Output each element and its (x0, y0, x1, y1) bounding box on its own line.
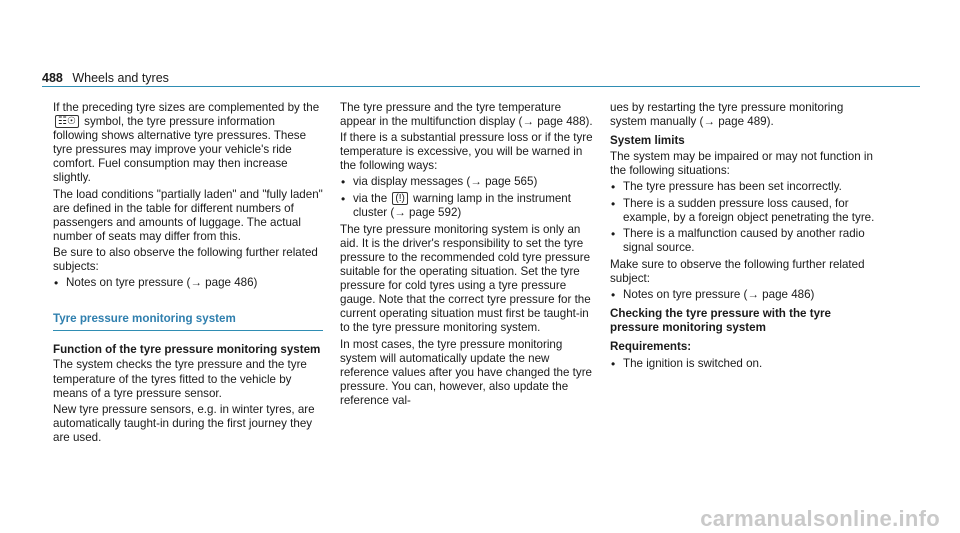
paragraph-restart: ues by restarting the tyre pressure monitoring system manually (→ page 489). (610, 101, 844, 129)
bullet-list (610, 357, 878, 371)
list-item-link[interactable]: • via display messages (→ page 565) (340, 175, 598, 189)
tyre-info-symbol-icon: ☷☉ (55, 115, 79, 128)
bullet-list (53, 276, 323, 290)
list-item: • The ignition is switched on. (610, 357, 878, 371)
heading-system-limits: System limits (610, 134, 685, 148)
column-1 (53, 101, 323, 447)
tyre-warning-lamp-icon: (!) (392, 192, 407, 205)
heading-checking: Checking the tyre pressure with the tyre pressure monitoring system (610, 307, 831, 335)
paragraph-system-checks: The system checks the tyre pressure and the tyre temperature of the tyres fitted to the vehicle by means of a tyre pressure sensor. (53, 358, 307, 400)
watermark: carmanualsonline.info (700, 506, 940, 531)
chapter-title: Wheels and tyres (72, 71, 169, 85)
paragraph-update: In most cases, the tyre pressure monitoring system will automatically update the new reference values after you have changed the tyre pressure. You can, however, also update the reference val- (340, 337, 592, 407)
paragraph-further-subjects: Be sure to also observe the following further related subjects: (53, 245, 318, 274)
paragraph-load-conditions: The load conditions "partially laden" and "fully laden" are defined in the table for different numbers of passengers and amounts of luggage. The actual number of seats may differ from this. (53, 187, 323, 243)
paragraph-display: The tyre pressure and the tyre temperature appear in the multifunction display (→ page 488). (340, 101, 593, 129)
list-item: • There is a sudden pressure loss caused, for example, by a foreign object penetrating the tyre. (610, 197, 878, 225)
list-item-link[interactable]: • Notes on tyre pressure (→ page 486) (53, 276, 323, 290)
bullet-list (340, 175, 598, 219)
sub-heading: Function of the tyre pressure monitoring system (53, 343, 321, 357)
list-item-link[interactable]: • via the (!) warning lamp in the instrument cluster (→ page 592) (340, 192, 598, 220)
paragraph-tyre-sizes: If the preceding tyre sizes are complemented by the ☷☉ symbol, the tyre pressure information following shows alternative tyre pressures. These tyre pressures may improve your vehicle's ride comfort. Fuel consumption may then increase slightly. (53, 101, 320, 185)
bullet-list (610, 288, 878, 302)
paragraph-new-sensors: New tyre pressure sensors, e.g. in winter tyres, are automatically taught-in during the first journey they are used. (53, 402, 315, 444)
column-2 (340, 101, 598, 410)
paragraph-limits: The system may be impaired or may not function in the following situations: (610, 150, 873, 178)
paragraph-warnings: If there is a substantial pressure loss or if the tyre temperature is excessive, you will be warned in the following ways: (340, 131, 593, 173)
page-header (42, 71, 169, 85)
header-rule (42, 86, 920, 87)
section-rule (53, 330, 323, 331)
list-item: • There is a malfunction caused by another radio signal source. (610, 227, 878, 255)
list-item: • The tyre pressure has been set incorrectly. (610, 180, 878, 194)
paragraph-aid: The tyre pressure monitoring system is only an aid. It is the driver's responsibility to set the tyre pressure to the recommended cold tyre pressure suitable for the operating situation. Set the tyre pressure for cold tyres using a tyre pressure gauge. Note that the correct tyre pressure for the current operating situation must first be taught-in to the tyre pressure monitoring system. (340, 222, 591, 335)
column-3 (610, 101, 878, 374)
paragraph-observe: Make sure to observe the following further related subject: (610, 257, 865, 286)
page-number: 488 (42, 71, 63, 85)
list-item-link[interactable]: • Notes on tyre pressure (→ page 486) (610, 288, 878, 302)
section-title: Tyre pressure monitoring system (53, 312, 236, 326)
bullet-list (610, 180, 878, 254)
heading-requirements: Requirements: (610, 340, 692, 354)
